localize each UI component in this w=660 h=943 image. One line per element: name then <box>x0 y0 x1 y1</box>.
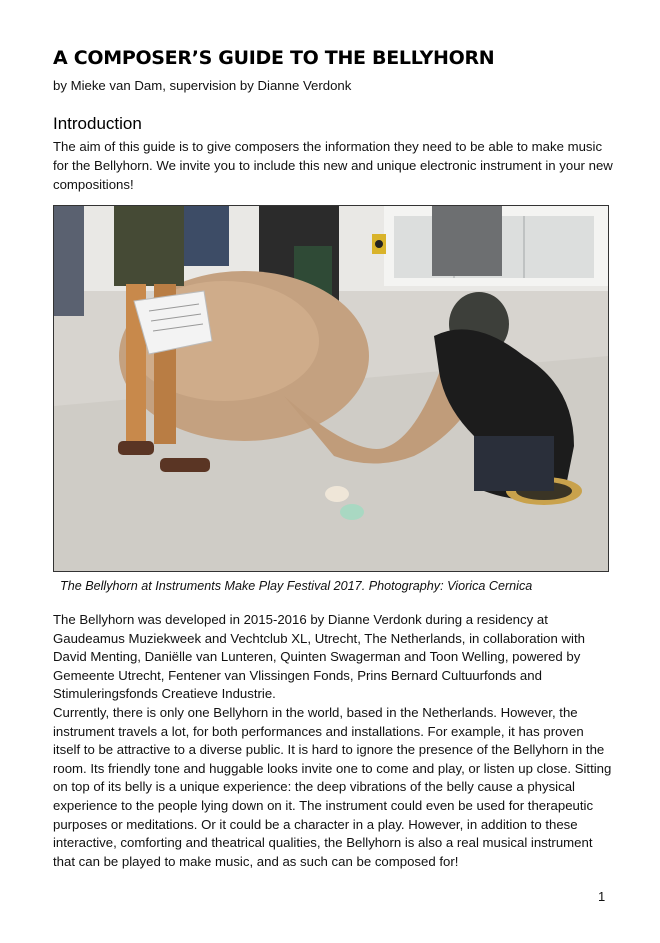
document-title: A COMPOSER’S GUIDE TO THE BELLYHORN <box>53 47 495 69</box>
bellyhorn-photo <box>53 205 609 572</box>
page-number: 1 <box>598 889 606 904</box>
body-text <box>53 611 613 871</box>
byline: by Mieke van Dam, supervision by Dianne Verdonk <box>53 78 352 93</box>
paragraph-development: The Bellyhorn was developed in 2015-2016 by Dianne Verdonk during a residency at Gaudeamus Muziekweek and Vechtclub XL, Utrecht, The Netherlands, in collaboration with David Menting, Daniëlle van Lunteren, Quinten Swagerman and Toon Welling, powered by Gemeente Utrecht, Fentener van Vlissingen Fonds, Prins Bernard Cultuurfonds and Stimuleringsfonds Creatieve Industrie. <box>53 612 585 702</box>
photo-caption: The Bellyhorn at Instruments Make Play Festival 2017. Photography: Viorica Cernica <box>60 579 533 593</box>
section-heading-introduction: Introduction <box>53 114 142 133</box>
intro-paragraph: The aim of this guide is to give composers the information they need to be able to make music for the Bellyhorn. We invite you to include this new and unique electronic instrument in your new compositions! <box>53 139 613 192</box>
paragraph-currently: Currently, there is only one Bellyhorn in the world, based in the Netherlands. However, the instrument travels a lot, for both performances and installations. For example, it has proven itself to be attractive to a diverse public. It is hard to ignore the presence of the Bellyhorn in the room. Its friendly tone and huggable looks invite one to come and play, or listen up close. Sitting on top of its belly is a unique experience: the deep vibrations of the belly cause a physical experience to the people lying down on it. The instrument could even be used for therapeutic purposes or meditations. Or it could be a character in a play. However, in addition to these interactive, comforting and theatrical qualities, the Bellyhorn is also a real musical instrument that can be played to make music, and as such can be composed for! <box>53 704 612 869</box>
